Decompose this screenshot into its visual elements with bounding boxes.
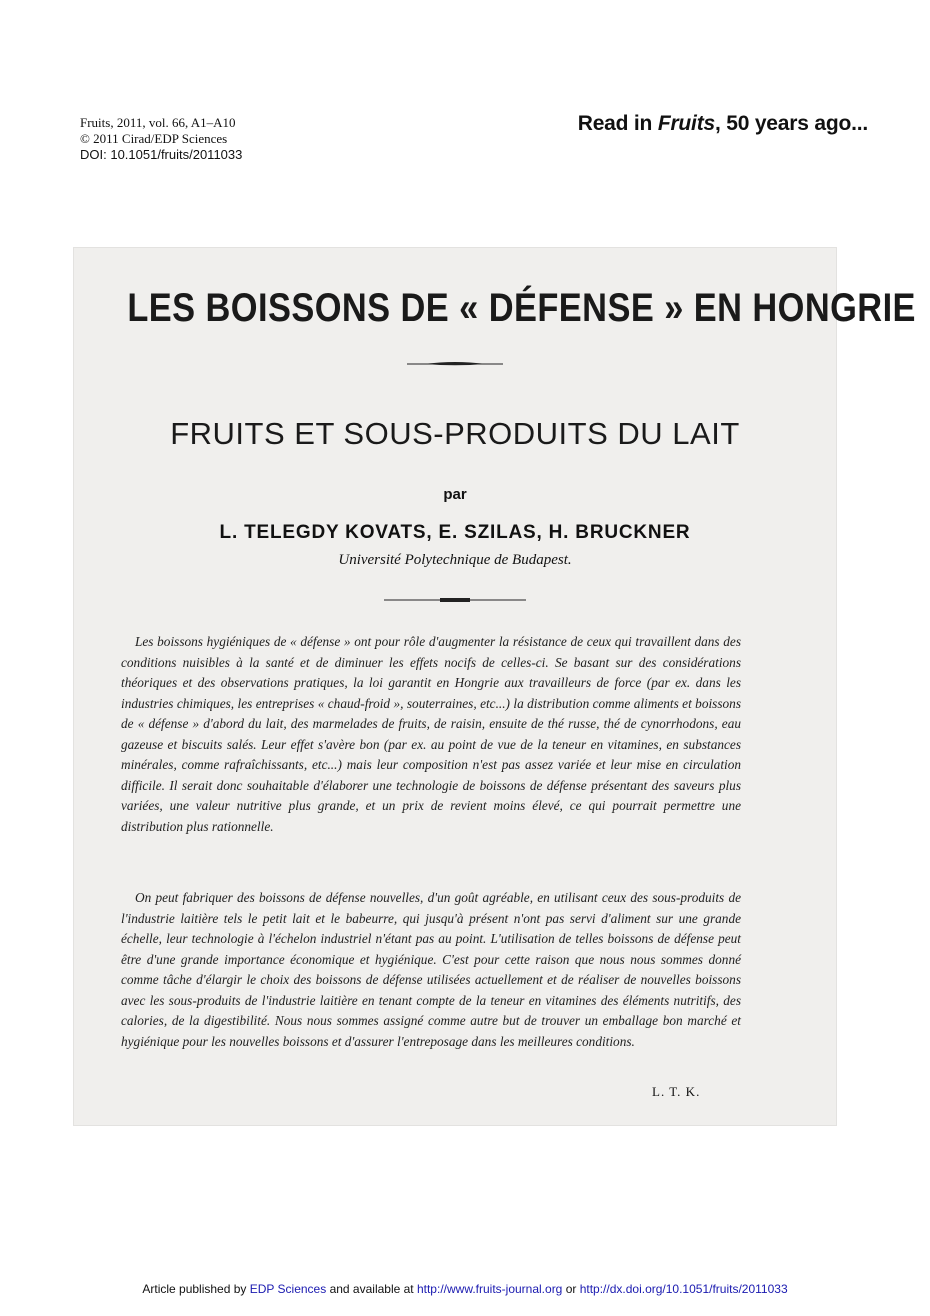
read-in-prefix: Read in <box>577 112 658 135</box>
footer-prefix: Article published by <box>142 1282 250 1296</box>
by-label: par <box>443 486 467 503</box>
read-in-suffix: , 50 years ago... <box>714 112 868 135</box>
footer <box>0 1282 930 1296</box>
authors: L. TELEGDY KOVATS, E. SZILAS, H. BRUCKNER <box>219 522 691 543</box>
article-subtitle: FRUITS ET SOUS-PRODUITS DU LAIT <box>170 416 740 451</box>
scanned-article <box>73 247 916 1126</box>
doi-line: DOI: 10.1051/fruits/2011033 <box>80 147 243 162</box>
footer-or: or <box>562 1282 580 1296</box>
doi-link[interactable]: http://dx.doi.org/10.1051/fruits/2011033 <box>579 1282 788 1296</box>
copyright-line: © 2011 Cirad/EDP Sciences <box>80 131 228 146</box>
abstract-paragraph-2: On peut fabriquer des boissons de défense nouvelles, d'un goût agréable, en utilisant ceux des sous-produits de l'industrie laitière tels le petit lait et le babeurre, qui jusqu'à présent n'ont pas servi d'aliment sur une grande échelle, leur technologie à l'échelon industriel n'étant pas au point. L'utilisation de telles boissons de défense peut être d'une grande importance économique et hygiénique. C'est pour cette raison que nous nous sommes donné comme tâche d'élargir le choix des boissons de défense utilisées actuellement et de réaliser de nouvelles boissons avec les sous-produits de l'industrie laitière en tenant compte de la teneur en vitamines des éléments nutritifs, des calories, de la digestibilité. Nous nous sommes assigné comme autre but de trouver un emballage bon marché et hygiénique pour les nouvelles boissons et d'assurer l'entreposage dans les meilleures conditions. <box>121 890 741 1049</box>
journal-line: Fruits, 2011, vol. 66, A1–A10 <box>80 115 236 130</box>
footer-middle: and available at <box>326 1282 417 1296</box>
affiliation-ornament-icon <box>74 596 836 604</box>
journal-link[interactable]: http://www.fruits-journal.org <box>416 1282 563 1296</box>
article-title: LES BOISSONS DE « DÉFENSE » EN HONGRIE <box>127 286 916 330</box>
journal-meta <box>80 115 242 163</box>
affiliation: Université Polytechnique de Budapest. <box>338 552 572 568</box>
read-in-heading <box>578 112 868 136</box>
publisher-link[interactable]: EDP Sciences <box>249 1282 327 1296</box>
title-ornament-icon <box>74 360 836 368</box>
read-in-journal: Fruits <box>657 112 715 135</box>
abstract-paragraph-1: Les boissons hygiéniques de « défense » ont pour rôle d'augmenter la résistance de ceux qui travaillent dans des conditions nuisibles à la santé et de diminuer les effets nocifs de celles-ci. Se basant sur des considérations théoriques et des observations pratiques, la loi garantit en Hongrie aux travailleurs de force (par ex. dans les industries chimiques, les entreprises « chaud-froid », souterraines, etc...) la distribution comme aliments et boissons de « défense » d'abord du lait, des marmelades de fruits, de raisin, ensuite de thé russe, thé de cynorrhodons, eau gazeuse et biscuits salés. Leur effet s'avère bon (par ex. au point de vue de la teneur en vitamines, en substances minérales, comme rafraîchissants, etc...) mais leur composition n'est pas assez variée et leur mise en circulation difficile. Il serait donc souhaitable d'élaborer une technologie de boissons de défense présentant des saveurs plus variées, une valeur nutritive plus grande, et un prix de revient moins élevé, ce qui pourrait permettre une distribution plus rationnelle. <box>121 634 741 834</box>
signature: L. T. K. <box>652 1084 701 1099</box>
